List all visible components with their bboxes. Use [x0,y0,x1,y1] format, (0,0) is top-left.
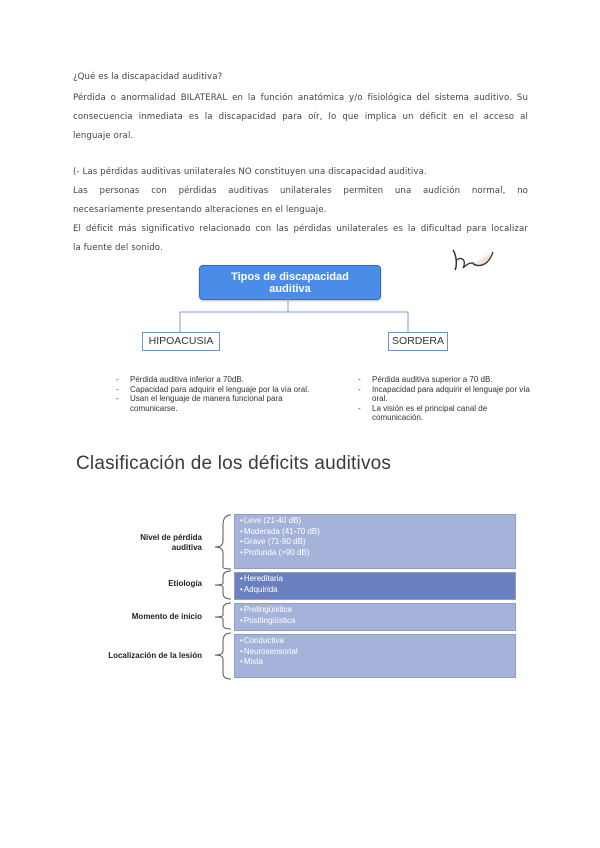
list-item: • Mixta [240,657,515,668]
list-item: - Usan el lenguaje de manera funcional para comunicarse. [116,394,316,413]
note-line-2: Las personas con pérdidas auditivas unilaterales permiten una audición normal, no [73,186,528,196]
list-item: - Pérdida auditiva superior a 70 dB. [358,375,538,385]
brackets [205,513,235,683]
category-box-nivel [234,514,516,569]
list-item: • Hereditaria [240,574,515,585]
sordera-box: SORDERA [388,332,448,351]
category-label-etiologia: Etiología [168,579,202,588]
question-heading: ¿Qué es la discapacidad auditiva? [73,72,223,82]
category-label-nivel: Nivel de pérdida auditiva [140,533,202,552]
hipoacusia-box: HIPOACUSIA [142,332,220,351]
list-item: - Pérdida auditiva inferior a 70dB. [116,375,316,385]
types-title: Tipos de discapacidad auditiva [231,270,349,295]
list-item: • Leve (21-40 dB) [240,516,515,527]
list-item: • Conductiva [240,636,515,647]
category-box-localizacion [234,634,516,678]
note-line-1: (- Las pérdidas auditivas unilaterales NO constituyen una discapacidad auditiva. [73,167,427,177]
note-line-5: la fuente del sonido. [73,243,163,253]
sordera-list [358,375,538,423]
list-item: - Capacidad para adquirir el lenguaje por la vía oral. [116,385,316,395]
list-item: • Grave (71-90 dB) [240,537,515,548]
note-line-4: El déficit más significativo relacionado con las pérdidas unilaterales es la dificultad para localizar [73,224,528,234]
doodle-drawing-icon [447,246,495,274]
definition-line-3: lenguaje oral. [73,131,134,141]
list-item: - Incapacidad para adquirir el lenguaje por vía oral. [358,385,538,404]
category-box-momento [234,603,516,631]
classification-heading: Clasificación de los déficits auditivos [76,453,392,474]
hipoacusia-list [116,375,316,413]
definition-line-1: Pérdida o anormalidad BILATERAL en la función anatómica y/o fisiológica del sistema auditivo. Su [73,93,528,103]
list-item: • Moderada (41-70 dB) [240,527,515,538]
tree-connector [170,298,430,334]
list-item: • Adquirida [240,585,515,596]
definition-line-2: consecuencia inmediata es la discapacidad para oír, lo que implica un déficit en el acceso al [73,112,528,122]
list-item: • Postlingüística [240,616,515,627]
types-title-box [199,265,381,300]
list-item: • Prelingüística [240,605,515,616]
list-item: • Profunda (>90 dB) [240,548,515,559]
list-item: - La visión es el principal canal de comunicación. [358,404,538,423]
list-item: • Neurosensorial [240,647,515,658]
category-box-etiologia [234,572,516,600]
note-line-3: necesariamente presentando alteraciones en el lenguaje. [73,205,327,215]
category-label-momento: Momento de inicio [131,612,202,621]
category-label-localizacion: Localización de la lesión [108,651,202,660]
